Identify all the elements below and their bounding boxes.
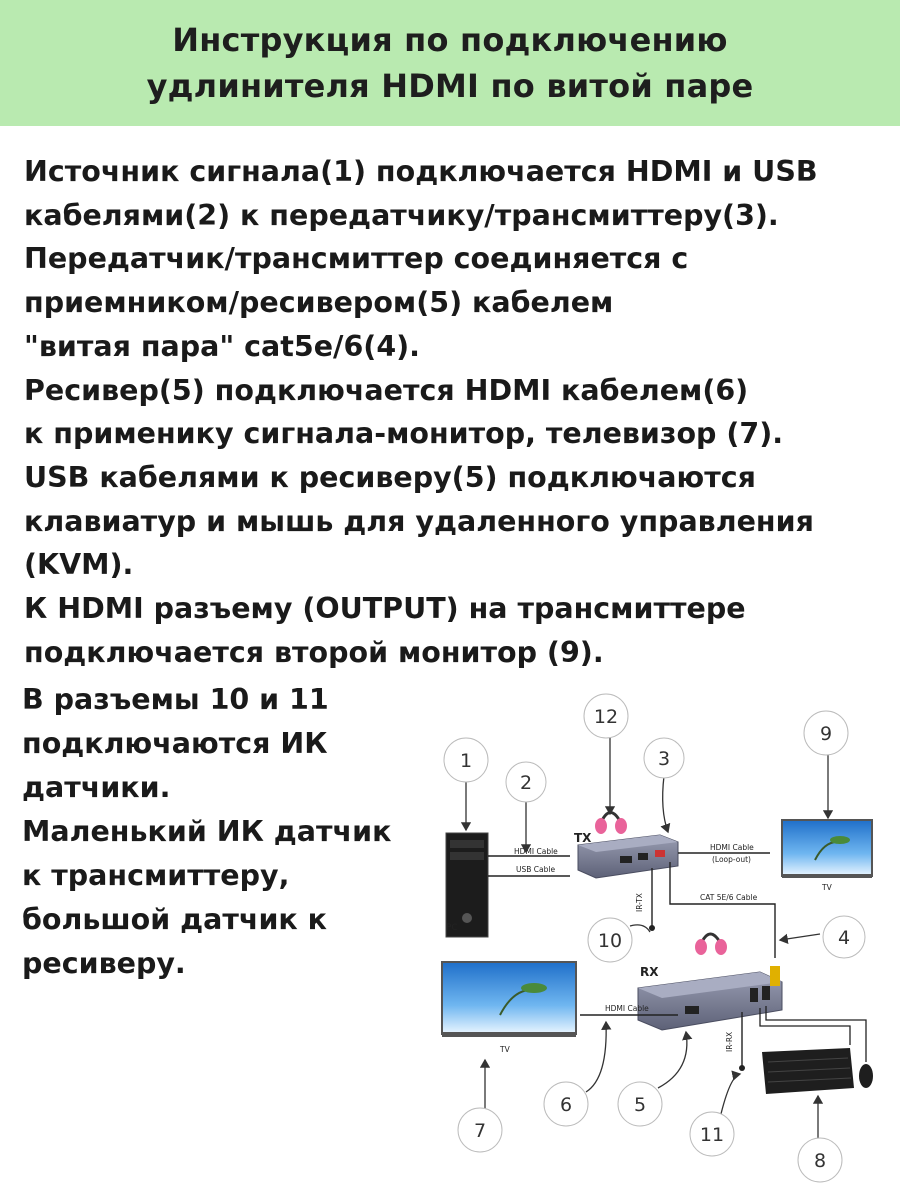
instruction-line: клавиатур и мышь для удаленного управления (24, 504, 814, 538)
instruction-line: к применику сигнала-монитор, телевизор (7). (24, 417, 784, 451)
callout-number-11: 11 (699, 1124, 725, 1146)
instruction-line: "витая пара" cat5e/6(4). (24, 329, 421, 363)
transmitter-device-icon (578, 835, 678, 878)
pc-tower-icon (446, 833, 488, 937)
callout-number-1: 1 (459, 750, 473, 772)
tv-icon (782, 820, 872, 892)
callout-number-4: 4 (837, 927, 851, 949)
header-title-line-2: удлинителя HDMI по витой паре (146, 67, 754, 105)
ir-note-line: Маленький ИК датчик (22, 815, 392, 848)
instruction-line: кабелями(2) к передатчику/трансмиттеру(3). (24, 198, 779, 232)
tx-label: TX (574, 831, 592, 845)
tv-icon (442, 962, 576, 1054)
ir-tx-label: IR-TX (635, 893, 644, 912)
instruction-line: подключается второй монитор (9). (24, 635, 604, 669)
instructions-text (24, 150, 894, 674)
ir-note-line: ресиверу. (22, 947, 186, 980)
keyboard-icon (762, 1048, 854, 1094)
callout-number-6: 6 (559, 1094, 573, 1116)
instruction-line: USB кабелями к ресиверу(5) подключаются (24, 460, 756, 494)
callout-number-9: 9 (819, 723, 833, 745)
loop-out-label: (Loop-out) (712, 855, 751, 864)
ir-note-line: В разъемы 10 и 11 (22, 683, 329, 716)
callout-number-8: 8 (813, 1150, 827, 1172)
instruction-line: (KVM). (24, 548, 134, 582)
tv-bottom-label: TV (500, 1045, 510, 1054)
instruction-line: Передатчик/трансмиттер соединяется с (24, 242, 689, 276)
callout-number-2: 2 (519, 772, 533, 794)
connection-diagram (430, 690, 900, 1200)
callout-number-5: 5 (633, 1094, 647, 1116)
callout-number-10: 10 (597, 930, 623, 952)
hdmi-cable-label-loop: HDMI Cable (710, 843, 754, 852)
ir-note-line: к трансмиттеру, (22, 859, 290, 892)
callout-number-7: 7 (473, 1120, 487, 1142)
pc-label: PC (446, 923, 458, 933)
ir-sensor-note (22, 678, 442, 986)
instruction-line: приемником/ресивером(5) кабелем (24, 286, 614, 320)
ir-note-line: подключаются ИК (22, 727, 328, 760)
hdmi-cable-label-pc: HDMI Cable (514, 847, 558, 856)
header-title-line-1: Инструкция по подключению (172, 21, 728, 59)
instruction-line: Ресивер(5) подключается HDMI кабелем(6) (24, 373, 749, 407)
instruction-line: К HDMI разъему (OUTPUT) на трансмиттере (24, 592, 746, 626)
rx-label: RX (640, 965, 659, 979)
usb-cable-label: USB Cable (516, 865, 556, 874)
instruction-line: Источник сигнала(1) подключается HDMI и USB (24, 155, 818, 188)
ir-note-line: датчики. (22, 771, 171, 804)
header-banner (0, 0, 900, 126)
cat-cable-label: CAT 5E/6 Cable (700, 893, 758, 902)
ir-note-line: большой датчик к (22, 903, 328, 936)
headphones-icon (695, 934, 727, 955)
callout-number-3: 3 (657, 748, 671, 770)
tv-top-label: TV (822, 883, 832, 892)
ir-rx-label: IR-RX (725, 1031, 734, 1052)
hdmi-cable-label-rx: HDMI Cable (605, 1004, 649, 1013)
mouse-icon (859, 1064, 873, 1088)
headphones-icon (595, 813, 627, 835)
callout-circles (444, 694, 865, 1182)
callout-number-12: 12 (593, 706, 619, 728)
